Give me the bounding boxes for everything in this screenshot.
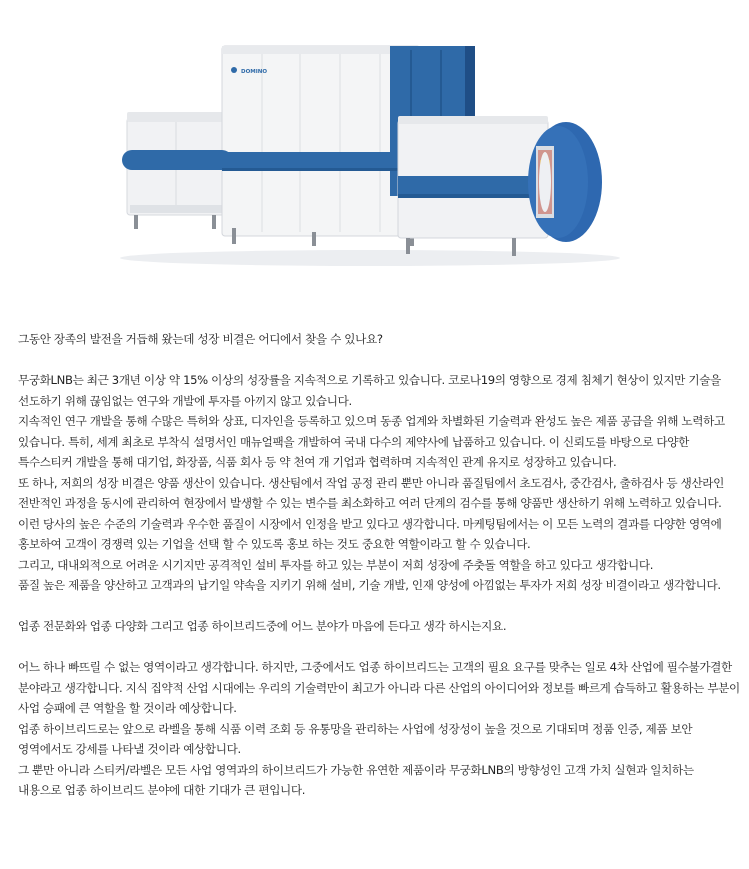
left-unwind-module	[127, 112, 225, 229]
answer-1-paragraph-3: 또 하나, 저희의 성장 비결은 양품 생산이 있습니다. 생산팀에서 작업 공정 관리 뿐만 아니라 품질팀에서 초도검사, 중간검사, 출하검사 등 생산라인 전반적인 과정을 동시에 관리하여 현장에서 발생할 수 있는 변수를 최소화하고 여러 단계의 검수를 통해 양품만 생산하기 위해 노력하고 있습니다. 이런 당사의 높은 수준의 기술력과 우수한 품질이 시장에서 인정을 받고 있다고 생각합니다. 마케팅팀에서는 이 모든 노력의 결과를 다양한 영역에 홍보하여 고객이 경쟁력 있는 기업을 선택 할 수 있도록 홍보 하는 것도 중요한 역할이라고 할 수 있습니다.	[18, 475, 724, 551]
answer-1-paragraph-2: 지속적인 연구 개발을 통해 수많은 특허와 상표, 디자인을 등록하고 있으며 동종 업계와 차별화된 기술력과 완성도 높은 제품 공급을 위해 노력하고 있습니다. 특히, 세계 최초로 부착식 설명서인 매뉴얼팩을 개발하여 국내 다수의 제약사에 납품하고 있습니다. 이 신뢰도를 바탕으로 다양한 특수스티커 개발을 통해 대기업, 화장품, 식품 회사 등 약 천여 개 기업과 협력하며 지속적인 관계 유지로 성장하고 있습니다.	[18, 414, 725, 469]
printing-press-image	[0, 0, 749, 300]
printing-press-illustration	[0, 0, 749, 300]
floor-shadow	[120, 250, 620, 266]
answer-2-paragraph-1: 어느 하나 빠뜨릴 수 없는 영역이라고 생각합니다. 하지만, 그중에서도 업종 하이브리드는 고객의 필요 요구를 맞추는 일로 4차 산업에 필수불가결한 분야라고 생각합니다. 지식 집약적 산업 시대에는 우리의 기술력만이 최고가 아니라 다른 산업의 아이디어와 정보를 빠르게 습득하고 활용하는 부분이 사업 승패에 큰 역할을 할 것이라 예상합니다.	[18, 660, 740, 715]
answer-2-paragraph-3: 그 뿐만 아니라 스티커/라벨은 모든 사업 영역과의 하이브리드가 가능한 유연한 제품이라 무궁화LNB의 방향성인 고객 가치 실현과 일치하는 내용으로 업종 하이브리드 분야에 대한 기대가 큰 편입니다.	[18, 762, 694, 797]
brand-logo-text: DOMINO	[241, 69, 268, 75]
answer-1-paragraph-1: 무궁화LNB는 최근 3개년 이상 약 15% 이상의 성장률을 지속적으로 기록하고 있습니다. 코로나19의 영향으로 경제 침체기 현상이 있지만 기술을 선도하기 위해 끊임없는 연구와 개발에 투자를 아끼지 않고 있습니다.	[18, 373, 721, 408]
brand-logo-icon	[231, 67, 237, 73]
label-roll	[528, 122, 602, 242]
right-rewind-module	[398, 116, 548, 256]
answer-1-paragraph-5: 품질 높은 제품을 양산하고 고객과의 납기일 약속을 지키기 위해 설비, 기술 개발, 인재 양성에 아낌없는 투자가 저희 성장 비결이라고 생각합니다.	[18, 578, 721, 592]
web-path-band	[122, 150, 412, 171]
answer-2-paragraph-2: 업종 하이브리드로는 앞으로 라벨을 통해 식품 이력 조회 등 유통망을 관리하는 사업에 성장성이 높을 것으로 기대되며 정품 인증, 제품 보안 영역에서도 강세를 나타낼 것이라 예상합니다.	[18, 721, 693, 756]
answer-1-paragraph-4: 그리고, 대내외적으로 어려운 시기지만 공격적인 설비 투자를 하고 있는 부분이 저희 성장에 주춧돌 역할을 하고 있다고 생각합니다.	[18, 557, 654, 572]
interview-article	[18, 329, 740, 801]
question-2: 업종 전문화와 업종 다양화 그리고 업종 하이브리드중에 어느 분야가 마음에 든다고 생각 하시는지요.	[18, 619, 507, 633]
question-1: 그동안 장족의 발전을 거듭해 왔는데 성장 비결은 어디에서 찾을 수 있나요?	[18, 332, 383, 346]
